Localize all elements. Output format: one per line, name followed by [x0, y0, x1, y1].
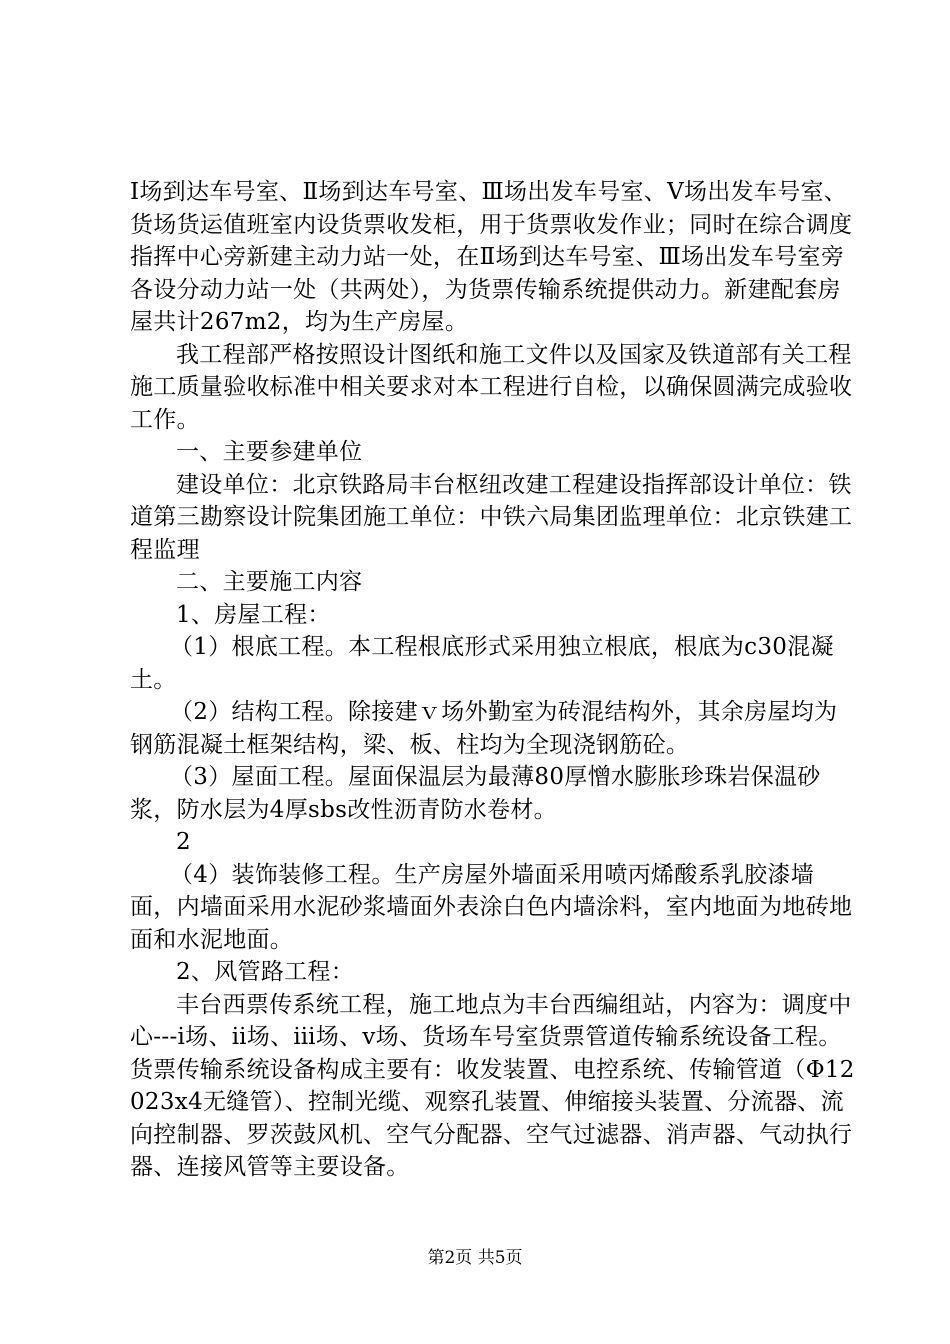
subheading-building-works: 1、房屋工程： [176, 601, 331, 628]
section-heading-construction: 二、主要施工内容 [176, 569, 363, 595]
stray-page-number: 2 [176, 829, 191, 855]
subheading-air-duct-works: 2、风管路工程： [176, 959, 355, 985]
page-footer: 第2页 共5页 [427, 1248, 523, 1268]
paragraph-ticket-transmission: 丰台西票传系统工程，施工地点为丰台西编组站，内容为：调度中心---ⅰ场、ⅱ场、ⅲ场、ⅴ场、货场车号室货票管道传输系统设备工程。货票传输系统设备构成主要有：收发装置、电控系统、传输管道（Φ12023x4无缝管）、控制光缆、观察孔装置、伸缩接头装置、分流器、流向控制器、罗茨鼓风机、空气分配器、空气过滤器、消声器、气动执行器、连接风管等主要设备。 [130, 991, 855, 1180]
document-body [130, 176, 860, 1184]
paragraph-facilities: Ⅰ场到达车号室、Ⅱ场到达车号室、Ⅲ场出发车号室、Ⅴ场出发车号室、货场货运值班室内设货票收发柜，用于货票收发作业；同时在综合调度指挥中心旁新建主动力站一处，在Ⅱ场到达车号室、Ⅲ场出发车号室旁各设分动力站一处（共两处），为货票传输系统提供动力。新建配套房屋共计267m2，均为生产房屋。 [130, 179, 853, 335]
paragraph-participants: 建设单位：北京铁路局丰台枢纽改建工程建设指挥部设计单位：铁道第三勘察设计院集团施工单位：中铁六局集团监理单位：北京铁建工程监理 [130, 471, 853, 563]
paragraph-decoration: （4）装饰装修工程。生产房屋外墙面采用喷丙烯酸系乳胶漆墙面，内墙面采用水泥砂浆墙面外表涂白色内墙涂料，室内地面为地砖地面和水泥地面。 [130, 861, 853, 953]
paragraph-foundation: （1）根底工程。本工程根底形式采用独立根底，根底为c30混凝土。 [130, 634, 834, 693]
paragraph-self-inspection: 我工程部严格按照设计图纸和施工文件以及国家及铁道部有关工程施工质量验收标准中相关要求对本工程进行自检，以确保圆满完成验收工作。 [130, 341, 853, 433]
paragraph-roof: （3）屋面工程。屋面保温层为最薄80厚憎水膨胀珍珠岩保温砂浆，防水层为4厚sbs改性沥青防水卷材。 [130, 764, 821, 823]
section-heading-participants: 一、主要参建单位 [176, 439, 363, 465]
paragraph-structure: （2）结构工程。除接建ｖ场外勤室为砖混结构外，其余房屋均为钢筋混凝土框架结构，梁、板、柱均为全现浇钢筋砼。 [130, 699, 838, 758]
